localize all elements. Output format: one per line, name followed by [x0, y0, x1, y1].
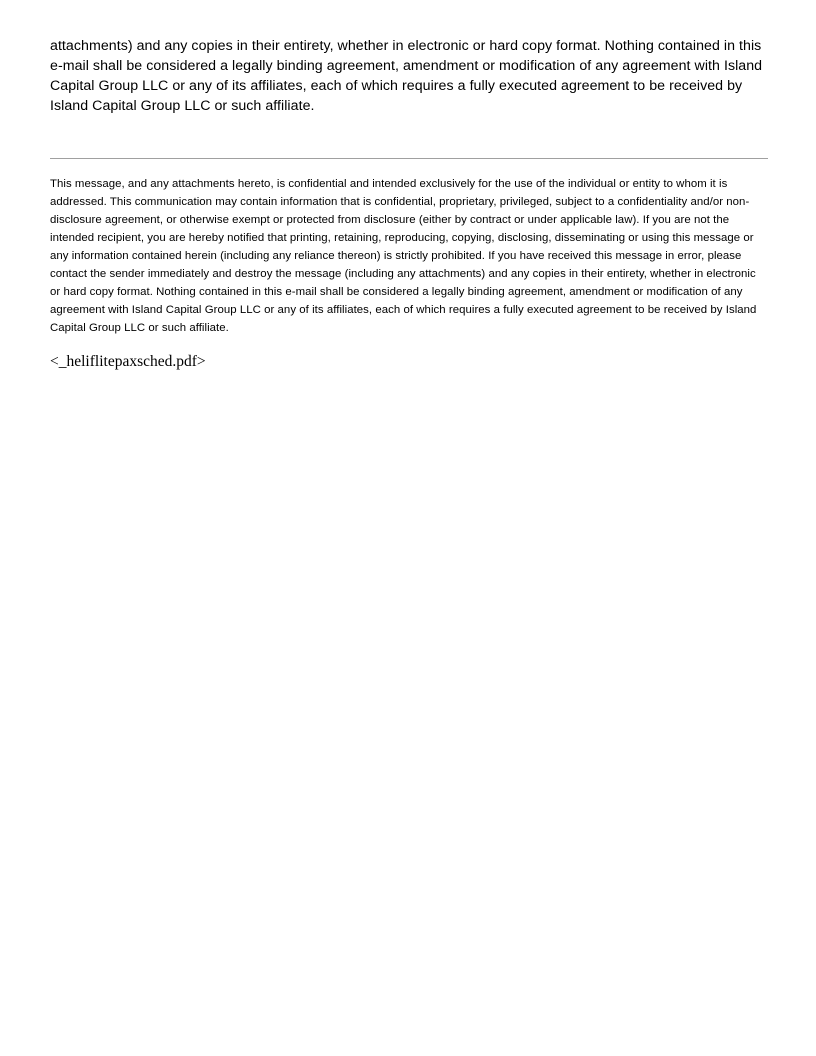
attachment-reference: <_heliflitepaxsched.pdf>	[50, 353, 206, 370]
email-body	[50, 36, 768, 372]
confidentiality-disclaimer: This message, and any attachments hereto, is confidential and intended exclusively for the use of the individual or entity to whom it is addressed. This communication may contain information that is confidential, proprietary, privileged, subject to a confidentiality and/or non-disclosure agreement, or otherwise exempt or protected from disclosure (either by contract or under applicable law). If you are not the intended recipient, you are hereby notified that printing, retaining, reproducing, copying, disclosing, disseminating or using this message or any information contained herein (including any reliance thereon) is strictly prohibited. If you have received this message in error, please contact the sender immediately and destroy the message (including any attachments) and any copies in their entirety, whether in electronic or hard copy format. Nothing contained in this e-mail shall be considered a legally binding agreement, amendment or modification of any agreement with Island Capital Group LLC or any of its affiliates, each of which requires a fully executed agreement to be received by Island Capital Group LLC or such affiliate.	[50, 178, 757, 334]
divider	[50, 158, 768, 159]
lead-paragraph: attachments) and any copies in their entirety, whether in electronic or hard copy format. Nothing contained in this e-mail shall be considered a legally binding agreement, amendment or modification of any agreement with Island Capital Group LLC or any of its affiliates, each of which requires a fully executed agreement to be received by Island Capital Group LLC or such affiliate.	[50, 38, 763, 114]
